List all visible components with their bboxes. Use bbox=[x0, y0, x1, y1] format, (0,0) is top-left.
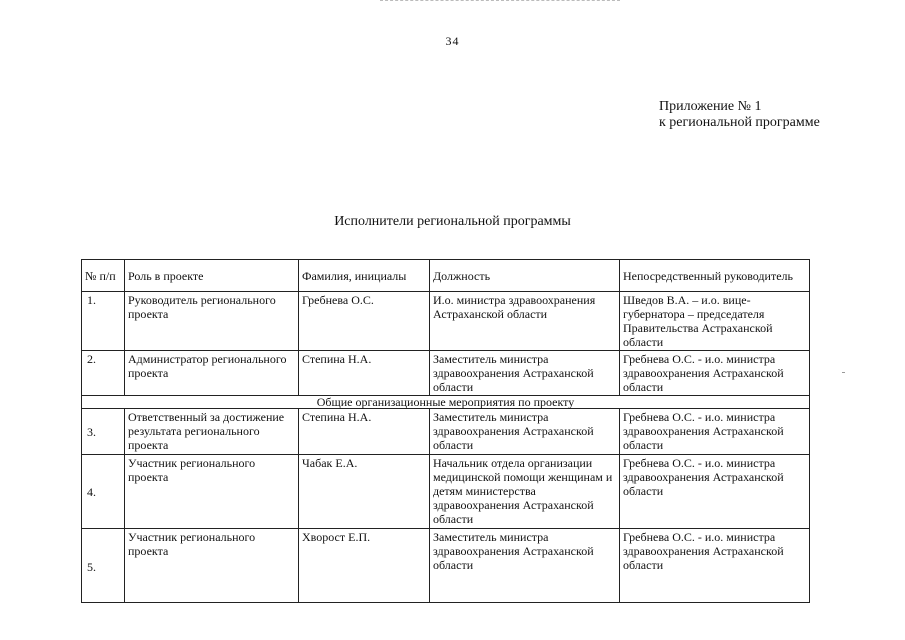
row-name: Степина Н.А. bbox=[299, 409, 430, 455]
section-row bbox=[82, 396, 810, 409]
row-role: Ответственный за достижение результата регионального проекта bbox=[125, 409, 299, 455]
row-position: Заместитель министра здравоохранения Астраханской области bbox=[430, 529, 620, 603]
row-supervisor: Шведов В.А. – и.о. вице-губернатора – председателя Правительства Астраханской области bbox=[620, 292, 810, 351]
row-position: И.о. министра здравоохранения Астраханской области bbox=[430, 292, 620, 351]
table-header-row bbox=[82, 260, 810, 292]
appendix-note bbox=[659, 99, 820, 131]
table-row bbox=[82, 455, 810, 529]
scan-artifact-line bbox=[380, 0, 620, 4]
row-supervisor: Гребнева О.С. - и.о. министра здравоохранения Астраханской области bbox=[620, 409, 810, 455]
table-row bbox=[82, 351, 810, 396]
table-row bbox=[82, 529, 810, 603]
row-position: Заместитель министра здравоохранения Астраханской области bbox=[430, 409, 620, 455]
row-number: 2. bbox=[82, 351, 125, 396]
row-role: Участник регионального проекта bbox=[125, 455, 299, 529]
row-name: Гребнева О.С. bbox=[299, 292, 430, 351]
row-name: Чабак Е.А. bbox=[299, 455, 430, 529]
scan-speck bbox=[842, 372, 845, 373]
row-name: Хворост Е.П. bbox=[299, 529, 430, 603]
row-role: Администратор регионального проекта bbox=[125, 351, 299, 396]
row-number: 4. bbox=[82, 455, 125, 529]
header-supervisor: Непосредственный руководитель bbox=[620, 260, 810, 292]
document-title: Исполнители региональной программы bbox=[334, 214, 571, 229]
row-supervisor: Гребнева О.С. - и.о. министра здравоохранения Астраханской области bbox=[620, 351, 810, 396]
table-row bbox=[82, 292, 810, 351]
header-role: Роль в проекте bbox=[125, 260, 299, 292]
row-position: Заместитель министра здравоохранения Астраханской области bbox=[430, 351, 620, 396]
row-number: 1. bbox=[82, 292, 125, 351]
header-name: Фамилия, инициалы bbox=[299, 260, 430, 292]
header-number: № п/п bbox=[82, 260, 125, 292]
row-role: Участник регионального проекта bbox=[125, 529, 299, 603]
row-number: 3. bbox=[82, 409, 125, 455]
row-number: 5. bbox=[82, 529, 125, 603]
header-position: Должность bbox=[430, 260, 620, 292]
row-supervisor: Гребнева О.С. - и.о. министра здравоохранения Астраханской области bbox=[620, 455, 810, 529]
row-role: Руководитель регионального проекта bbox=[125, 292, 299, 351]
appendix-line-2: к региональной программе bbox=[659, 115, 820, 130]
row-name: Степина Н.А. bbox=[299, 351, 430, 396]
executors-table bbox=[81, 259, 810, 603]
row-position: Начальник отдела организации медицинской помощи женщинам и детям министерства здравоохранения Астраханской области bbox=[430, 455, 620, 529]
section-label: Общие организационные мероприятия по проекту bbox=[82, 396, 810, 409]
table-row bbox=[82, 409, 810, 455]
page-number: 34 bbox=[445, 34, 460, 48]
row-supervisor: Гребнева О.С. - и.о. министра здравоохранения Астраханской области bbox=[620, 529, 810, 603]
appendix-line-1: Приложение № 1 bbox=[659, 99, 762, 114]
